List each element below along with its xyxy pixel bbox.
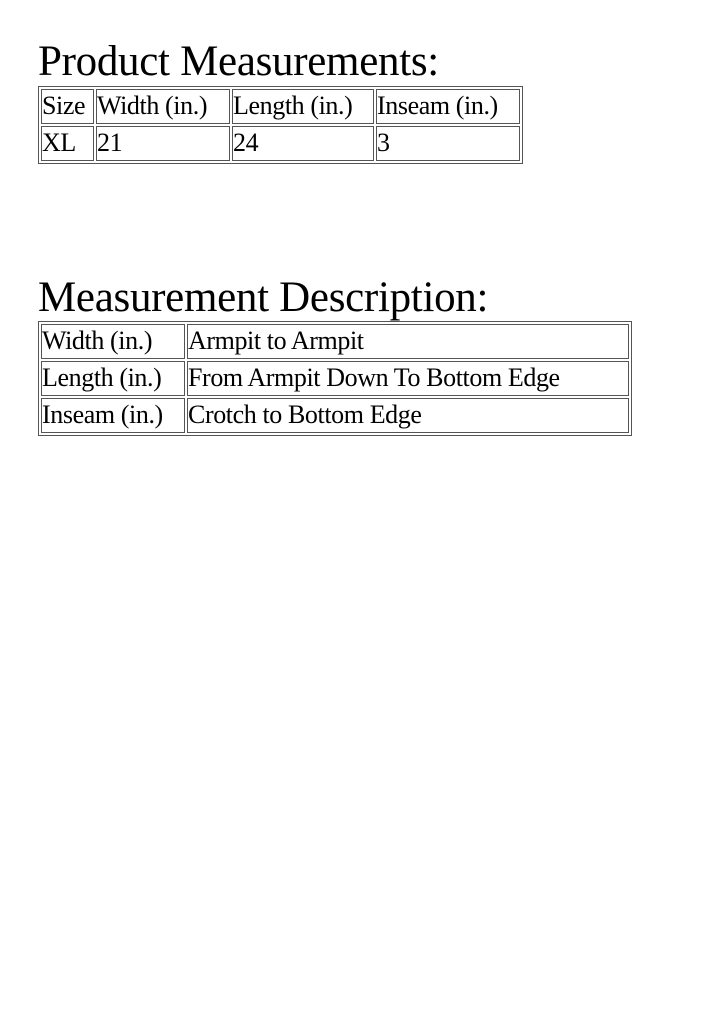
product-measurements-heading: Product Measurements: (38, 38, 439, 85)
cell-measurement-name: Width (in.) (41, 324, 185, 359)
table-row (41, 126, 520, 161)
product-measurements-table (38, 86, 523, 164)
cell-size: XL (41, 126, 94, 161)
header-cell-size: Size (41, 89, 94, 124)
cell-inseam: 3 (376, 126, 520, 161)
table-row (41, 361, 629, 396)
header-cell-inseam: Inseam (in.) (376, 89, 520, 124)
cell-measurement-name: Inseam (in.) (41, 398, 185, 433)
cell-measurement-description: Crotch to Bottom Edge (187, 398, 629, 433)
cell-measurement-description: Armpit to Armpit (187, 324, 629, 359)
cell-length: 24 (232, 126, 374, 161)
measurement-description-heading: Measurement Description: (38, 274, 489, 321)
header-cell-length: Length (in.) (232, 89, 374, 124)
table-header-row (41, 89, 520, 124)
cell-measurement-name: Length (in.) (41, 361, 185, 396)
cell-measurement-description: From Armpit Down To Bottom Edge (187, 361, 629, 396)
table-row (41, 398, 629, 433)
cell-width: 21 (96, 126, 230, 161)
measurement-description-table (38, 321, 632, 436)
table-row (41, 324, 629, 359)
header-cell-width: Width (in.) (96, 89, 230, 124)
